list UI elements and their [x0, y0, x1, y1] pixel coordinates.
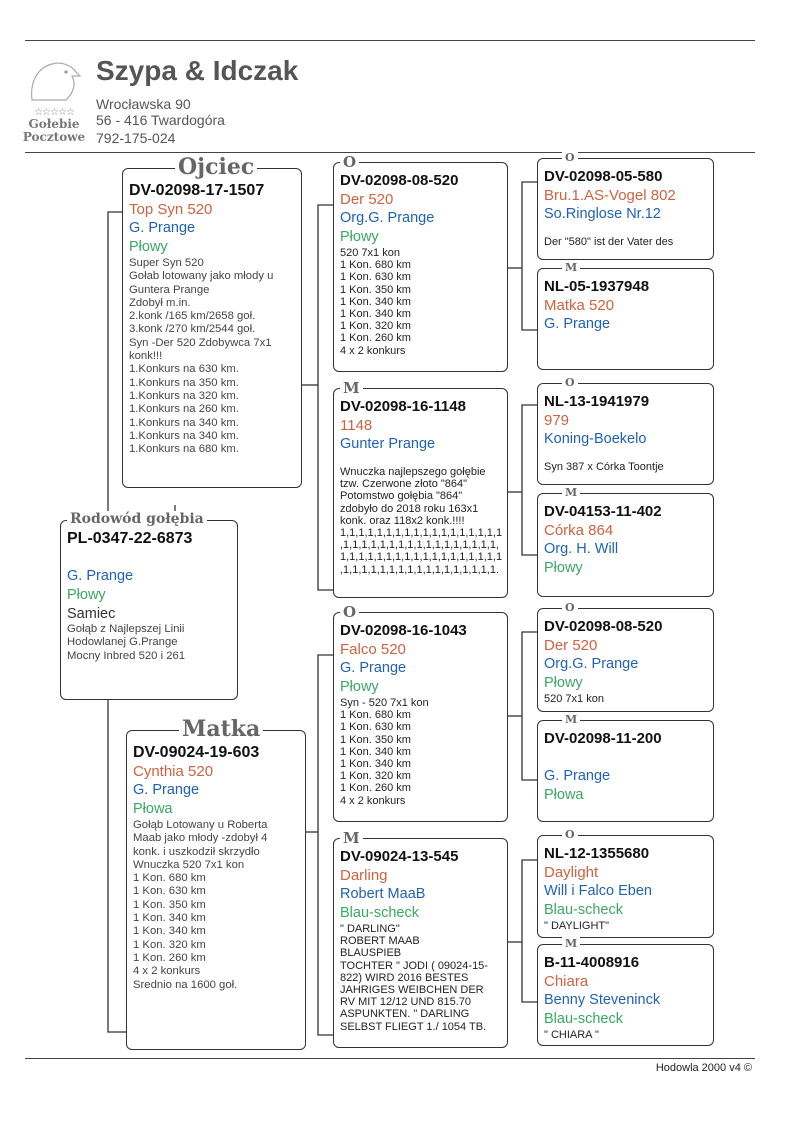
ring-number: B-11-4008916	[544, 954, 640, 971]
plumage-color: Płowa	[133, 801, 173, 817]
note-line: Gołąb z Najlepszej Linii	[67, 623, 185, 635]
note-line: 1 Kon. 630 km	[133, 885, 206, 898]
plumage-color: Blau-scheck	[544, 1011, 623, 1027]
note-line: 1.Konkurs na 630 km.	[129, 363, 239, 376]
note-line: Guntera Prange	[129, 283, 210, 296]
note-line: Maab jako młody -zdobył 4	[133, 832, 268, 845]
card-label	[538, 486, 713, 499]
note-line: Super Syn 520	[129, 257, 204, 269]
breeder-name: Org.G. Prange	[544, 656, 639, 672]
breeder-name: Org.G. Prange	[340, 210, 435, 226]
pigeon-name: Cynthia 520	[133, 763, 214, 780]
card-label	[538, 151, 713, 164]
note-line: 1 Kon. 320 km	[340, 320, 411, 333]
ancestor-card[interactable]	[333, 152, 508, 372]
note-line: Wnuczka 520 7x1 kon	[133, 858, 245, 871]
note-line: 4 x 2 konkurs	[340, 344, 406, 357]
note-line: RV MIT 12/12 UND 815.70	[340, 996, 472, 1009]
plumage-color: Płowa	[544, 787, 584, 803]
note-line: 1 Kon. 350 km	[340, 733, 411, 746]
card-label-text: O	[340, 153, 359, 171]
note-line: 1 Kon. 680 km	[340, 259, 411, 272]
card-label	[61, 511, 237, 527]
note-line: 1.Konkurs na 320 km.	[129, 389, 239, 402]
note-line: ASPUNKTEN. " DARLING	[340, 1008, 470, 1021]
note-line: 1 Kon. 320 km	[133, 938, 206, 951]
ancestor-card[interactable]	[333, 602, 508, 822]
card-label	[127, 716, 305, 742]
pigeon-name: Matka 520	[544, 297, 615, 314]
card-label	[538, 376, 713, 389]
note-line: 2.konk /165 km/2658 goł.	[129, 310, 256, 323]
note-line: Mocny Inbred 520 i 261	[67, 649, 186, 662]
card-label	[538, 713, 713, 726]
card-label	[123, 154, 301, 180]
pigeon-name: Bru.1.AS-Vogel 802	[544, 187, 676, 204]
card-label	[334, 603, 507, 621]
note-line: Zdobył m.in.	[129, 296, 191, 309]
ancestor-card[interactable]	[537, 151, 714, 260]
pigeon-name	[544, 748, 707, 767]
card-label-text: O	[562, 601, 578, 614]
note-line: 1 Kon. 340 km	[133, 925, 206, 938]
note-line: " CHIARA "	[544, 1029, 599, 1041]
note-line: tzw. Czerwone złoto "864"	[340, 478, 468, 491]
ancestor-card[interactable]	[537, 261, 714, 370]
pigeon-name: Der 520	[544, 637, 598, 654]
subject-pigeon-card[interactable]	[60, 511, 238, 700]
phone-number: 792-175-024	[96, 130, 176, 146]
plumage-color: Blau-scheck	[544, 902, 623, 918]
breeder-name: G. Prange	[544, 316, 611, 332]
plumage-color: Płowy	[544, 560, 583, 576]
note-line: 1 Kon. 340 km	[133, 912, 206, 925]
note-line: Wnuczka najlepszego gołębie	[340, 466, 486, 478]
card-label-text: M	[340, 379, 363, 397]
ancestor-card[interactable]	[537, 937, 714, 1046]
note-line: 4 x 2 konkurs	[340, 794, 406, 807]
ring-number: DV-04153-11-402	[544, 503, 662, 520]
note-line: Gołab lotowany jako młody u	[129, 270, 274, 283]
card-label-text: M	[562, 713, 580, 726]
note-line: 4 x 2 konkurs	[133, 965, 201, 978]
card-label-text: O	[340, 603, 359, 621]
note-line: 1 Kon. 260 km	[133, 951, 206, 964]
note-line: 3.konk /270 km/2544 goł.	[129, 323, 256, 336]
logo-text-line: Gołebie	[28, 117, 80, 131]
ring-number: DV-02098-16-1043	[340, 622, 467, 639]
plumage-color: Blau-scheck	[340, 905, 419, 921]
note-line: 1 Kon. 320 km	[340, 770, 411, 783]
pigeon-name: 1148	[340, 417, 373, 434]
note-line: zdobyło do 2018 roku 163x1	[340, 502, 479, 515]
card-label	[538, 601, 713, 614]
card-label	[334, 379, 507, 397]
ring-number: DV-09024-19-603	[133, 744, 260, 761]
ring-number: NL-13-1941979	[544, 393, 650, 410]
card-label-text: Ojciec	[175, 154, 257, 180]
card-label-text: O	[562, 151, 578, 164]
note-line: 1 Kon. 680 km	[340, 709, 411, 722]
note-line: ,1,1,1,1,1,1,1,1,1,1,1,1,1,1,1,1,1,	[340, 539, 500, 552]
breeder-name: So.Ringlose Nr.12	[544, 206, 661, 222]
note-line: Syn -Der 520 Zdobywca 7x1	[129, 336, 272, 349]
note-line: SELBST FLIEGT 1./ 1054 TB.	[340, 1020, 487, 1033]
ancestor-card[interactable]	[537, 828, 714, 938]
note-line: 1 Kon. 350 km	[133, 898, 206, 911]
note-line: 1 Kon. 680 km	[133, 872, 206, 885]
ancestor-card[interactable]	[537, 486, 714, 597]
breeder-name: Will i Falco Eben	[544, 883, 652, 899]
sex: Samiec	[67, 606, 116, 622]
pigeon-name: Top Syn 520	[129, 201, 213, 218]
plumage-color: Płowy	[129, 239, 168, 255]
card-label	[538, 828, 713, 841]
ring-number: DV-02098-08-520	[544, 618, 663, 635]
pigeon-name	[67, 548, 231, 567]
pigeon-name: Córka 864	[544, 522, 614, 539]
pigeon-name: Chiara	[544, 973, 589, 990]
card-label	[334, 153, 507, 171]
note-line: 1 Kon. 350 km	[340, 283, 411, 296]
ring-number: PL-0347-22-6873	[67, 530, 193, 547]
note-line: konk!!!	[129, 350, 163, 363]
ring-number: NL-12-1355680	[544, 845, 650, 862]
ring-number: DV-02098-17-1507	[129, 182, 265, 199]
note-line: konk. oraz 118x2 konk.!!!!	[340, 514, 465, 527]
card-label-text: M	[340, 829, 363, 847]
ancestor-card[interactable]	[333, 828, 508, 1048]
note-line: 1 Kon. 630 km	[340, 271, 411, 284]
plumage-color: Płowy	[544, 675, 583, 691]
note-line: Srednio na 1600 goł.	[133, 978, 238, 991]
note-line: 1.Konkurs na 340 km.	[129, 416, 239, 429]
breeder-name: G. Prange	[67, 568, 134, 584]
ancestor-card[interactable]	[537, 376, 714, 485]
logo-stars: ☆☆☆☆☆	[34, 107, 74, 118]
breeder-name: G. Prange	[544, 768, 611, 784]
ring-number: DV-02098-16-1148	[340, 398, 466, 415]
ring-number: DV-02098-11-200	[544, 730, 662, 747]
note-line	[544, 449, 707, 461]
pigeon-name: Der 520	[340, 191, 394, 208]
breeder-name: G. Prange	[133, 782, 200, 798]
breeder-name: Benny Steveninck	[544, 992, 661, 1008]
note-line: 1 Kon. 340 km	[340, 308, 411, 321]
note-line: TOCHTER " JODI ( 09024-15-	[340, 959, 488, 972]
address-city: 56 - 416 Twardogóra	[96, 112, 225, 128]
ring-number: NL-05-1937948	[544, 278, 650, 295]
note-line: Hodowlanej G.Prange	[67, 636, 178, 649]
pigeon-name: Daylight	[544, 864, 599, 881]
breeder-name: Robert MaaB	[340, 886, 426, 902]
note-line: 1.Konkurs na 350 km.	[129, 376, 239, 389]
note-line: konk. i uszkodził skrzydło	[133, 845, 260, 858]
note-line: " DARLING"	[340, 923, 400, 935]
logo-text-line: Pocztowe	[22, 130, 86, 144]
note-line: 1 Kon. 630 km	[340, 721, 411, 734]
pigeon-name: 979	[544, 412, 570, 429]
note-line: ,1,1,1,1,1,1,1,1,1,1,1,1,1,1,1,1,1.	[340, 563, 500, 576]
bottom-rule	[25, 1058, 755, 1059]
card-label-text: Matka	[179, 716, 263, 742]
ancestor-card[interactable]	[537, 601, 714, 712]
breeder-name: Gunter Prange	[340, 436, 436, 452]
note-line: Syn - 520 7x1 kon	[340, 697, 429, 709]
card-label-text: O	[562, 828, 578, 841]
note-line	[544, 224, 707, 236]
breeder-name: Org. H. Will	[544, 541, 619, 557]
ancestor-card[interactable]	[333, 378, 508, 598]
note-line: 1 Kon. 340 km	[340, 758, 411, 771]
note-line: 520 7x1 kon	[340, 247, 400, 259]
card-label-text: M	[562, 937, 580, 950]
plumage-color: Płowy	[340, 229, 379, 245]
note-line: Gołąb Lotowany u Roberta	[133, 819, 268, 831]
card-label-text: M	[562, 261, 580, 274]
breeder-name: Koning-Boekelo	[544, 431, 647, 447]
note-line: 1.Konkurs na 260 km.	[129, 403, 239, 416]
note-line: 1 Kon. 260 km	[340, 332, 411, 345]
pigeon-name: Darling	[340, 867, 388, 884]
plumage-color: Płowy	[67, 587, 106, 603]
card-label	[334, 829, 507, 847]
ancestor-card[interactable]	[537, 713, 714, 822]
note-line: 1 Kon. 260 km	[340, 782, 411, 795]
note-line: JAHRIGES WEIBCHEN DER	[340, 984, 484, 997]
address-street: Wrocławska 90	[96, 96, 191, 112]
ring-number: DV-09024-13-545	[340, 848, 459, 865]
note-line: Potomstwo gołębia "864"	[340, 490, 463, 503]
plumage-color: Płowy	[340, 679, 379, 695]
ancestor-card[interactable]	[126, 715, 306, 1050]
footer-credit: Hodowla 2000 v4 ©	[655, 1062, 752, 1074]
note-line: BLAUSPIEB	[340, 947, 402, 960]
pigeon-name: Falco 520	[340, 641, 406, 658]
breeder-title: Szypa & Idczak	[96, 55, 299, 86]
note-line: 1.Konkurs na 340 km.	[129, 429, 239, 442]
breeder-name: G. Prange	[129, 220, 196, 236]
ancestor-card[interactable]	[122, 153, 302, 488]
note-line	[340, 454, 501, 466]
ring-number: DV-02098-05-580	[544, 168, 663, 185]
card-label-text: Rodowód gołębia	[67, 511, 207, 527]
note-line: 1 Kon. 340 km	[340, 745, 411, 758]
note-line: 1,1,1,1,1,1,1,1,1,1,1,1,1,1,1,1,1,1	[340, 551, 503, 564]
ring-number: DV-02098-08-520	[340, 172, 459, 189]
card-label	[538, 937, 713, 950]
note-line: 1 Kon. 340 km	[340, 295, 411, 308]
card-label	[538, 261, 713, 274]
note-line: 822) WIRD 2016 BESTES	[340, 971, 469, 984]
breeder-name: G. Prange	[340, 660, 407, 676]
note-line: 1,1,1,1,1,1,1,1,1,1,1,1,1,1,1,1,1,1	[340, 527, 503, 540]
note-line: ROBERT MAAB	[340, 935, 420, 948]
note-line: 520 7x1 kon	[544, 693, 604, 705]
note-line: Der "580" ist der Vater des	[544, 236, 674, 248]
card-label-text: O	[562, 376, 578, 389]
note-line: " DAYLIGHT"	[544, 920, 610, 932]
card-label-text: M	[562, 486, 580, 499]
note-line: 1.Konkurs na 680 km.	[129, 443, 239, 456]
note-line: Syn 387 x Córka Toontje	[544, 461, 664, 473]
